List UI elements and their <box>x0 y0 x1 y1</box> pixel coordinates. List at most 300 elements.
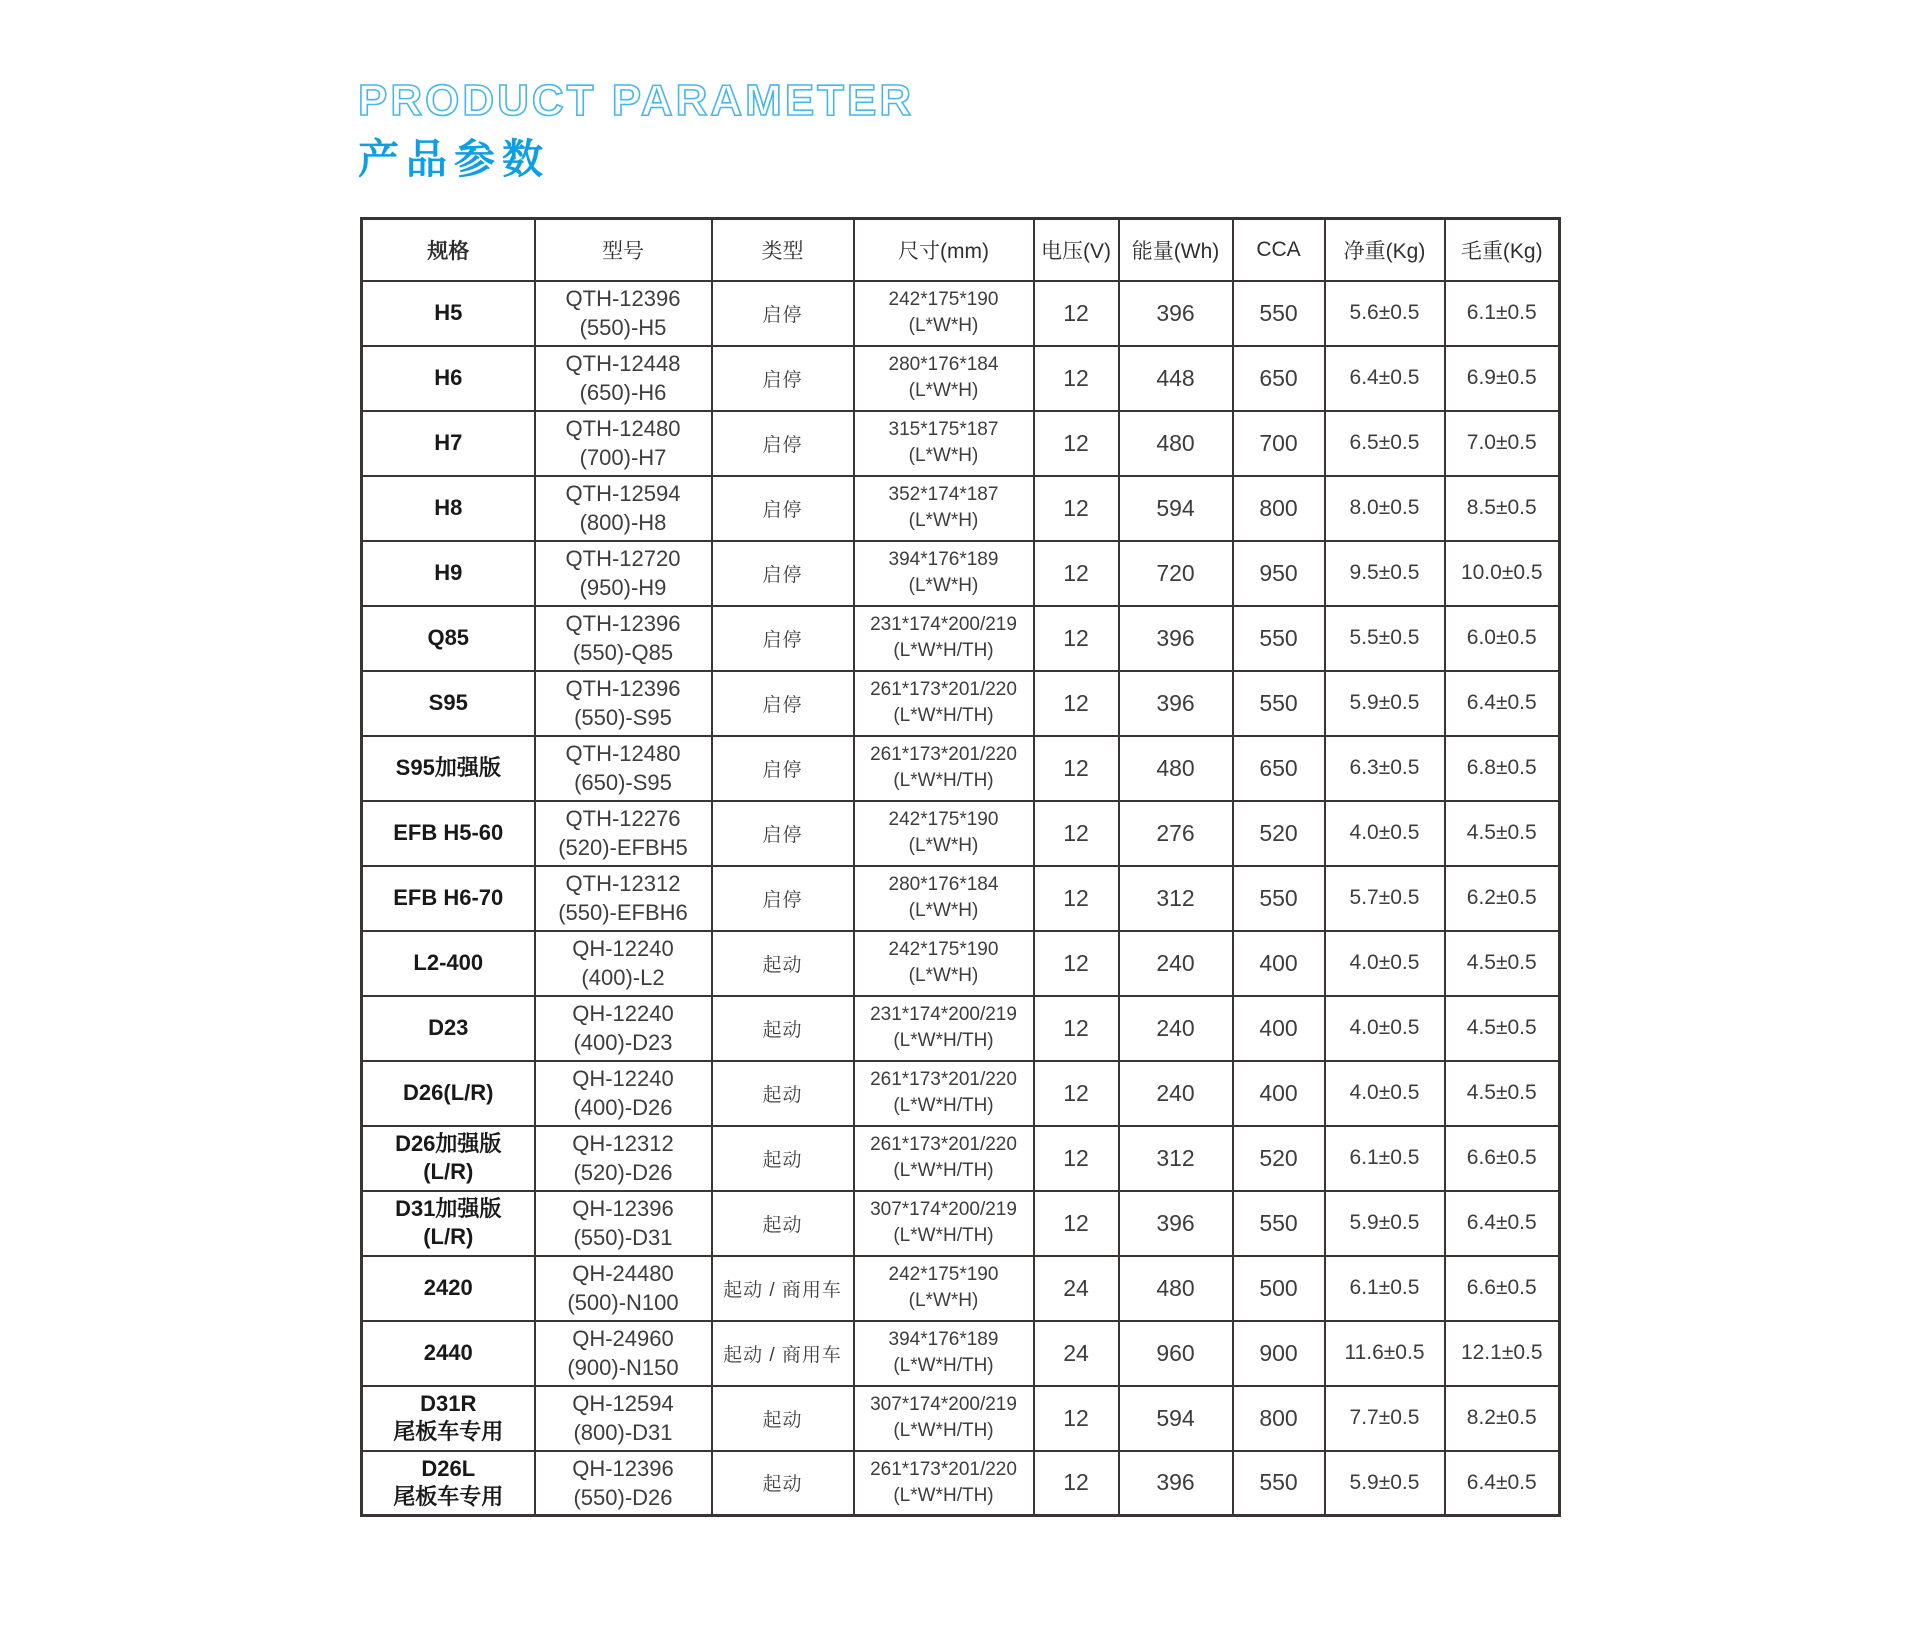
model-line2: (520)-D26 <box>573 1160 673 1185</box>
voltage-cell: 12 <box>1034 1061 1119 1126</box>
dim-line1: 261*173*201/220 <box>870 1458 1017 1480</box>
table-row <box>362 736 1560 801</box>
model-cell <box>535 411 712 476</box>
dim-line1: 307*174*200/219 <box>870 1394 1017 1415</box>
dimensions-cell <box>854 1126 1034 1191</box>
voltage-cell: 12 <box>1034 411 1119 476</box>
model-cell <box>535 1061 712 1126</box>
spec-cell <box>362 281 535 346</box>
cca-cell: 650 <box>1233 736 1325 801</box>
dimensions-cell <box>854 1061 1034 1126</box>
table-row <box>362 866 1560 931</box>
spec-line2: (L/R) <box>423 1224 474 1249</box>
dim-line2: (L*W*H) <box>908 965 979 986</box>
header-energy: 能量(Wh) <box>1119 219 1233 281</box>
model-line2: (650)-H6 <box>579 380 667 405</box>
energy-cell: 240 <box>1119 1061 1233 1126</box>
spec-cell <box>362 1256 535 1321</box>
model-cell <box>535 736 712 801</box>
cca-cell: 550 <box>1233 866 1325 931</box>
spec-cell <box>362 671 535 736</box>
spec-cell <box>362 736 535 801</box>
spec-line2: 尾板车专用 <box>393 1483 504 1509</box>
model-line2: (520)-EFBH5 <box>558 835 688 860</box>
spec-cell <box>362 866 535 931</box>
net-weight-cell: 4.0±0.5 <box>1325 1061 1445 1126</box>
dim-line2: (L*W*H/TH) <box>893 640 994 661</box>
voltage-cell: 12 <box>1034 1386 1119 1451</box>
dim-line1: 261*173*201/220 <box>870 744 1017 765</box>
model-cell <box>535 801 712 866</box>
model-line1: QTH-12396 <box>565 286 681 311</box>
model-line1: QH-12396 <box>572 1196 674 1221</box>
dimensions-cell <box>854 931 1034 996</box>
table-header <box>362 219 1560 281</box>
header-spec: 规格 <box>362 219 535 281</box>
spec-cell <box>362 1321 535 1386</box>
gross-weight-cell: 6.2±0.5 <box>1445 866 1560 931</box>
spec-line1: S95加强版 <box>395 755 501 780</box>
gross-weight-cell: 4.5±0.5 <box>1445 996 1560 1061</box>
voltage-cell: 12 <box>1034 671 1119 736</box>
model-line2: (900)-N150 <box>567 1355 679 1380</box>
dim-line2: (L*W*H) <box>908 575 979 596</box>
spec-line2: 尾板车专用 <box>393 1419 504 1444</box>
voltage-cell: 12 <box>1034 1191 1119 1256</box>
product-parameter-table <box>360 217 1561 1517</box>
table-row <box>362 1321 1560 1386</box>
type-cell: 启停 <box>712 606 854 671</box>
voltage-cell: 12 <box>1034 1126 1119 1191</box>
type-cell: 启停 <box>712 736 854 801</box>
spec-line1: H7 <box>434 430 463 455</box>
spec-line1: D26L <box>421 1455 476 1481</box>
energy-cell: 396 <box>1119 281 1233 346</box>
spec-cell <box>362 1126 535 1191</box>
voltage-cell: 12 <box>1034 736 1119 801</box>
energy-cell: 480 <box>1119 1256 1233 1321</box>
model-line1: QH-12594 <box>572 1391 674 1416</box>
dim-line2: (L*W*H/TH) <box>893 1095 994 1116</box>
spec-cell <box>362 931 535 996</box>
dim-line1: 242*175*190 <box>888 1264 999 1285</box>
dimensions-cell <box>854 736 1034 801</box>
dim-line2: (L*W*H/TH) <box>893 770 994 791</box>
type-cell: 启停 <box>712 411 854 476</box>
type-cell: 启停 <box>712 801 854 866</box>
dimensions-cell <box>854 346 1034 411</box>
model-line2: (500)-N100 <box>567 1290 679 1315</box>
spec-line1: H6 <box>434 365 463 390</box>
dim-line1: 261*173*201/220 <box>870 1069 1017 1090</box>
dimensions-cell <box>854 1191 1034 1256</box>
gross-weight-cell: 6.4±0.5 <box>1445 671 1560 736</box>
voltage-cell: 12 <box>1034 996 1119 1061</box>
cca-cell: 520 <box>1233 801 1325 866</box>
type-cell: 起动 <box>712 996 854 1061</box>
model-line2: (950)-H9 <box>579 575 667 600</box>
energy-cell: 276 <box>1119 801 1233 866</box>
energy-cell: 312 <box>1119 866 1233 931</box>
dim-line1: 261*173*201/220 <box>870 1134 1017 1155</box>
dim-line1: 280*176*184 <box>888 354 999 375</box>
table-row <box>362 1126 1560 1191</box>
model-line1: QTH-12594 <box>565 481 681 506</box>
dim-line2: (L*W*H/TH) <box>893 1420 994 1441</box>
dim-line1: 394*176*189 <box>888 1329 999 1350</box>
energy-cell: 396 <box>1119 606 1233 671</box>
cca-cell: 700 <box>1233 411 1325 476</box>
voltage-cell: 12 <box>1034 281 1119 346</box>
header-gross-weight: 毛重(Kg) <box>1445 219 1560 281</box>
energy-cell: 240 <box>1119 996 1233 1061</box>
model-line2: (550)-D26 <box>573 1484 673 1510</box>
gross-weight-cell: 6.9±0.5 <box>1445 346 1560 411</box>
net-weight-cell: 5.7±0.5 <box>1325 866 1445 931</box>
model-line2: (550)-Q85 <box>572 640 674 665</box>
table-row <box>362 671 1560 736</box>
model-cell <box>535 931 712 996</box>
model-cell <box>535 1386 712 1451</box>
energy-cell: 396 <box>1119 671 1233 736</box>
spec-cell <box>362 346 535 411</box>
voltage-cell: 12 <box>1034 801 1119 866</box>
table-row <box>362 1386 1560 1451</box>
energy-cell: 960 <box>1119 1321 1233 1386</box>
spec-line1: H8 <box>434 495 463 520</box>
table-row <box>362 411 1560 476</box>
model-line2: (400)-D23 <box>573 1030 673 1055</box>
gross-weight-cell: 6.4±0.5 <box>1445 1191 1560 1256</box>
dimensions-cell <box>854 1386 1034 1451</box>
header-voltage: 电压(V) <box>1034 219 1119 281</box>
dim-line2: (L*W*H/TH) <box>893 705 994 726</box>
type-cell: 启停 <box>712 671 854 736</box>
model-cell <box>535 541 712 606</box>
type-cell: 启停 <box>712 346 854 411</box>
dimensions-cell <box>854 801 1034 866</box>
model-cell <box>535 1126 712 1191</box>
spec-line1: Q85 <box>427 625 470 650</box>
energy-cell: 480 <box>1119 411 1233 476</box>
dimensions-cell <box>854 476 1034 541</box>
net-weight-cell: 6.5±0.5 <box>1325 411 1445 476</box>
model-cell <box>535 1321 712 1386</box>
energy-cell: 480 <box>1119 736 1233 801</box>
gross-weight-cell: 10.0±0.5 <box>1445 541 1560 606</box>
table-row <box>362 1451 1560 1516</box>
dim-line1: 242*175*190 <box>888 809 999 830</box>
voltage-cell: 12 <box>1034 476 1119 541</box>
model-cell <box>535 671 712 736</box>
gross-weight-cell: 6.0±0.5 <box>1445 606 1560 671</box>
spec-line1: S95 <box>428 690 468 715</box>
cca-cell: 800 <box>1233 1386 1325 1451</box>
dim-line2: (L*W*H/TH) <box>893 1030 994 1051</box>
cca-cell: 900 <box>1233 1321 1325 1386</box>
table-row <box>362 346 1560 411</box>
spec-cell <box>362 476 535 541</box>
dim-line1: 242*175*190 <box>888 939 999 960</box>
page-title-english: PRODUCT PARAMETER <box>358 76 915 125</box>
dim-line1: 231*174*200/219 <box>870 1004 1017 1025</box>
type-cell: 起动 / 商用车 <box>712 1321 854 1386</box>
model-line1: QH-12240 <box>572 1066 674 1091</box>
table-row <box>362 541 1560 606</box>
model-cell <box>535 476 712 541</box>
type-cell: 起动 <box>712 931 854 996</box>
spec-cell <box>362 1451 535 1516</box>
model-line1: QTH-12480 <box>565 416 681 441</box>
table-row <box>362 1256 1560 1321</box>
header-row <box>362 219 1560 281</box>
type-cell: 起动 <box>712 1386 854 1451</box>
table-row <box>362 1061 1560 1126</box>
table-row <box>362 1191 1560 1256</box>
voltage-cell: 12 <box>1034 866 1119 931</box>
spec-line1: D23 <box>428 1015 469 1040</box>
model-line2: (550)-D31 <box>573 1225 673 1250</box>
spec-cell <box>362 411 535 476</box>
model-line1: QTH-12312 <box>565 871 681 896</box>
cca-cell: 550 <box>1233 606 1325 671</box>
dim-line1: 261*173*201/220 <box>870 679 1017 700</box>
dim-line1: 394*176*189 <box>888 549 999 570</box>
spec-line1: D26加强版 <box>395 1131 502 1156</box>
dim-line1: 242*175*190 <box>888 289 999 310</box>
model-cell <box>535 281 712 346</box>
model-line2: (700)-H7 <box>579 445 667 470</box>
dim-line2: (L*W*H) <box>908 510 979 531</box>
dim-line2: (L*W*H/TH) <box>893 1484 994 1506</box>
type-cell: 起动 <box>712 1061 854 1126</box>
gross-weight-cell: 7.0±0.5 <box>1445 411 1560 476</box>
spec-line1: H9 <box>434 560 463 585</box>
net-weight-cell: 6.1±0.5 <box>1325 1256 1445 1321</box>
spec-line1: D31R <box>420 1391 477 1416</box>
cca-cell: 550 <box>1233 1191 1325 1256</box>
spec-line1: L2-400 <box>413 950 484 975</box>
net-weight-cell: 4.0±0.5 <box>1325 996 1445 1061</box>
energy-cell: 240 <box>1119 931 1233 996</box>
model-line1: QH-24960 <box>572 1326 674 1351</box>
dimensions-cell <box>854 411 1034 476</box>
gross-weight-cell: 8.2±0.5 <box>1445 1386 1560 1451</box>
cca-cell: 550 <box>1233 281 1325 346</box>
energy-cell: 396 <box>1119 1451 1233 1516</box>
model-line2: (550)-EFBH6 <box>558 900 688 925</box>
spec-cell <box>362 1386 535 1451</box>
type-cell: 启停 <box>712 476 854 541</box>
dim-line2: (L*W*H) <box>908 445 979 466</box>
model-line2: (550)-H5 <box>579 315 667 340</box>
model-line1: QTH-12396 <box>565 611 681 636</box>
type-cell: 起动 <box>712 1191 854 1256</box>
table-row <box>362 606 1560 671</box>
voltage-cell: 12 <box>1034 1451 1119 1516</box>
dim-line1: 307*174*200/219 <box>870 1199 1017 1220</box>
page-title-chinese: 产品参数 <box>358 136 550 182</box>
table-row <box>362 281 1560 346</box>
net-weight-cell: 11.6±0.5 <box>1325 1321 1445 1386</box>
spec-line1: 2420 <box>423 1275 473 1300</box>
dim-line2: (L*W*H) <box>908 315 979 336</box>
cca-cell: 400 <box>1233 996 1325 1061</box>
spec-cell <box>362 996 535 1061</box>
dim-line1: 231*174*200/219 <box>870 614 1017 635</box>
energy-cell: 594 <box>1119 476 1233 541</box>
spec-cell <box>362 606 535 671</box>
dimensions-cell <box>854 1321 1034 1386</box>
gross-weight-cell: 6.4±0.5 <box>1445 1451 1560 1516</box>
model-line2: (800)-H8 <box>579 510 667 535</box>
spec-line1: D26(L/R) <box>403 1080 494 1105</box>
dimensions-cell <box>854 281 1034 346</box>
net-weight-cell: 4.0±0.5 <box>1325 801 1445 866</box>
table-row <box>362 996 1560 1061</box>
voltage-cell: 12 <box>1034 346 1119 411</box>
net-weight-cell: 5.9±0.5 <box>1325 1451 1445 1516</box>
cca-cell: 800 <box>1233 476 1325 541</box>
gross-weight-cell: 6.8±0.5 <box>1445 736 1560 801</box>
energy-cell: 594 <box>1119 1386 1233 1451</box>
model-line1: QTH-12396 <box>565 676 681 701</box>
model-line1: QTH-12480 <box>565 741 681 766</box>
dim-line2: (L*W*H) <box>908 900 979 921</box>
spec-cell <box>362 541 535 606</box>
spec-cell <box>362 1191 535 1256</box>
cca-cell: 550 <box>1233 671 1325 736</box>
dim-line2: (L*W*H/TH) <box>893 1225 994 1246</box>
model-line2: (400)-L2 <box>581 965 665 990</box>
dimensions-cell <box>854 671 1034 736</box>
model-line2: (650)-S95 <box>574 770 672 795</box>
model-line1: QTH-12720 <box>565 546 681 571</box>
dimensions-cell <box>854 541 1034 606</box>
model-line2: (550)-S95 <box>574 705 672 730</box>
voltage-cell: 24 <box>1034 1321 1119 1386</box>
cca-cell: 400 <box>1233 931 1325 996</box>
gross-weight-cell: 4.5±0.5 <box>1445 1061 1560 1126</box>
dimensions-cell <box>854 866 1034 931</box>
net-weight-cell: 8.0±0.5 <box>1325 476 1445 541</box>
voltage-cell: 12 <box>1034 606 1119 671</box>
model-cell <box>535 606 712 671</box>
spec-line1: 2440 <box>423 1340 473 1365</box>
dim-line2: (L*W*H) <box>908 380 979 401</box>
gross-weight-cell: 4.5±0.5 <box>1445 931 1560 996</box>
spec-line1: EFB H5-60 <box>393 820 504 845</box>
model-line1: QTH-12448 <box>565 351 681 376</box>
model-cell <box>535 1451 712 1516</box>
header-model: 型号 <box>535 219 712 281</box>
net-weight-cell: 4.0±0.5 <box>1325 931 1445 996</box>
net-weight-cell: 6.3±0.5 <box>1325 736 1445 801</box>
dimensions-cell <box>854 1256 1034 1321</box>
net-weight-cell: 7.7±0.5 <box>1325 1386 1445 1451</box>
gross-weight-cell: 4.5±0.5 <box>1445 801 1560 866</box>
model-line1: QH-24480 <box>572 1261 674 1286</box>
gross-weight-cell: 6.1±0.5 <box>1445 281 1560 346</box>
spec-line2: (L/R) <box>423 1159 474 1184</box>
net-weight-cell: 6.4±0.5 <box>1325 346 1445 411</box>
type-cell: 启停 <box>712 281 854 346</box>
cca-cell: 400 <box>1233 1061 1325 1126</box>
header-cca: CCA <box>1233 219 1325 281</box>
energy-cell: 312 <box>1119 1126 1233 1191</box>
model-line2: (800)-D31 <box>573 1420 673 1445</box>
gross-weight-cell: 8.5±0.5 <box>1445 476 1560 541</box>
spec-cell <box>362 1061 535 1126</box>
gross-weight-cell: 6.6±0.5 <box>1445 1256 1560 1321</box>
cca-cell: 550 <box>1233 1451 1325 1516</box>
spec-line1: D31加强版 <box>395 1196 502 1221</box>
header-dimensions: 尺寸(mm) <box>854 219 1034 281</box>
dim-line2: (L*W*H/TH) <box>893 1355 994 1376</box>
cca-cell: 500 <box>1233 1256 1325 1321</box>
dim-line2: (L*W*H) <box>908 1290 979 1311</box>
net-weight-cell: 9.5±0.5 <box>1325 541 1445 606</box>
net-weight-cell: 5.9±0.5 <box>1325 1191 1445 1256</box>
dimensions-cell <box>854 1451 1034 1516</box>
type-cell: 启停 <box>712 541 854 606</box>
dim-line2: (L*W*H/TH) <box>893 1160 994 1181</box>
model-cell <box>535 866 712 931</box>
energy-cell: 720 <box>1119 541 1233 606</box>
model-line2: (400)-D26 <box>573 1095 673 1120</box>
gross-weight-cell: 12.1±0.5 <box>1445 1321 1560 1386</box>
energy-cell: 396 <box>1119 1191 1233 1256</box>
model-line1: QH-12240 <box>572 1001 674 1026</box>
table-row <box>362 931 1560 996</box>
gross-weight-cell: 6.6±0.5 <box>1445 1126 1560 1191</box>
cca-cell: 650 <box>1233 346 1325 411</box>
net-weight-cell: 6.1±0.5 <box>1325 1126 1445 1191</box>
table-body <box>362 281 1560 1516</box>
dim-line2: (L*W*H) <box>908 835 979 856</box>
type-cell: 起动 / 商用车 <box>712 1256 854 1321</box>
energy-cell: 448 <box>1119 346 1233 411</box>
dimensions-cell <box>854 996 1034 1061</box>
table-row <box>362 801 1560 866</box>
cca-cell: 520 <box>1233 1126 1325 1191</box>
model-cell <box>535 1256 712 1321</box>
model-line1: QH-12312 <box>572 1131 674 1156</box>
spec-line1: H5 <box>434 300 463 325</box>
model-line1: QTH-12276 <box>565 806 681 831</box>
model-cell <box>535 346 712 411</box>
spec-line1: EFB H6-70 <box>393 885 504 910</box>
model-cell <box>535 996 712 1061</box>
type-cell: 起动 <box>712 1451 854 1516</box>
header-type: 类型 <box>712 219 854 281</box>
table-row <box>362 476 1560 541</box>
cca-cell: 950 <box>1233 541 1325 606</box>
dimensions-cell <box>854 606 1034 671</box>
dim-line1: 280*176*184 <box>888 874 999 895</box>
dim-line1: 352*174*187 <box>888 484 999 505</box>
voltage-cell: 24 <box>1034 1256 1119 1321</box>
header-net-weight: 净重(Kg) <box>1325 219 1445 281</box>
net-weight-cell: 5.9±0.5 <box>1325 671 1445 736</box>
model-cell <box>535 1191 712 1256</box>
voltage-cell: 12 <box>1034 931 1119 996</box>
net-weight-cell: 5.5±0.5 <box>1325 606 1445 671</box>
net-weight-cell: 5.6±0.5 <box>1325 281 1445 346</box>
voltage-cell: 12 <box>1034 541 1119 606</box>
type-cell: 起动 <box>712 1126 854 1191</box>
type-cell: 启停 <box>712 866 854 931</box>
